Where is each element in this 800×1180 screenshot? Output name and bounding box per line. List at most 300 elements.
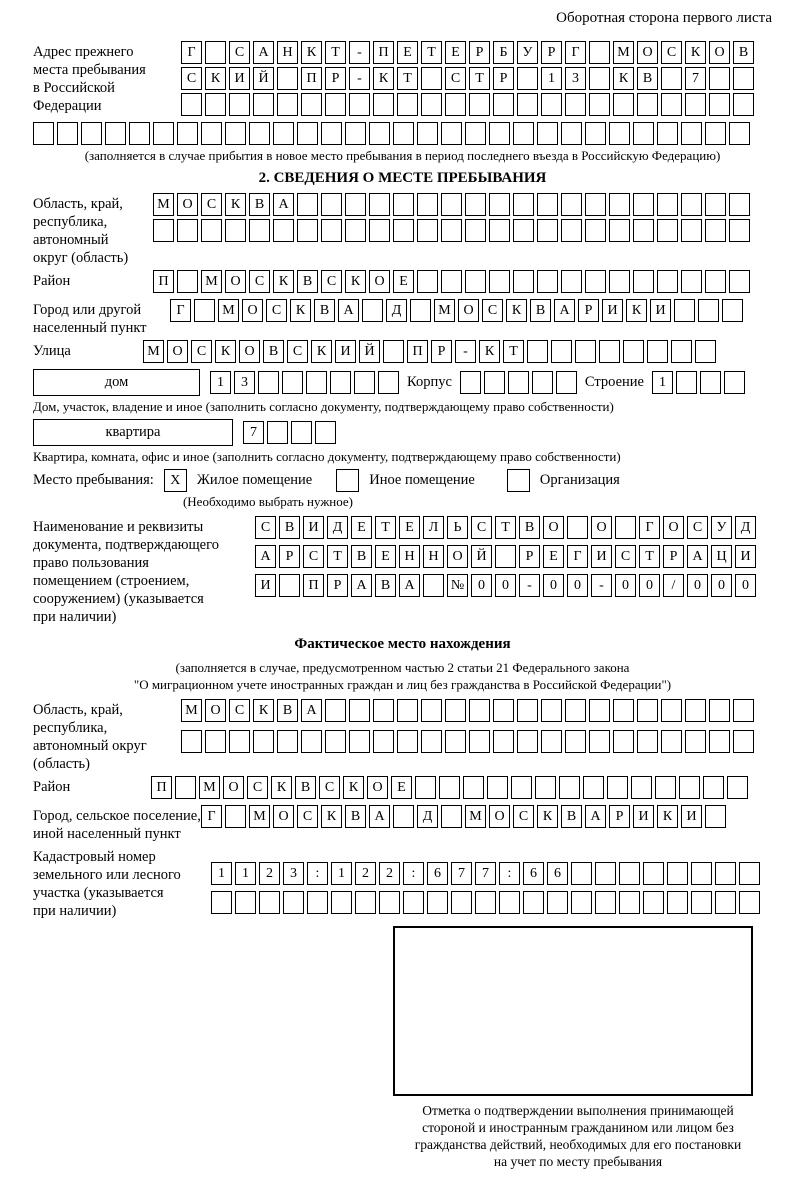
char-box[interactable]: -	[349, 67, 370, 90]
char-box[interactable]: О	[367, 776, 388, 799]
char-box[interactable]: 7	[451, 862, 472, 885]
char-box[interactable]: С	[471, 516, 492, 539]
char-box[interactable]: С	[319, 776, 340, 799]
char-box[interactable]: -	[591, 574, 612, 597]
char-box[interactable]: Т	[503, 340, 524, 363]
char-box[interactable]	[469, 699, 490, 722]
char-box[interactable]	[513, 193, 534, 216]
char-box[interactable]: О	[369, 270, 390, 293]
char-box[interactable]: 0	[735, 574, 756, 597]
char-box[interactable]	[445, 93, 466, 116]
char-box[interactable]	[445, 730, 466, 753]
char-box[interactable]: А	[255, 545, 276, 568]
char-box[interactable]	[283, 891, 304, 914]
char-box[interactable]	[410, 299, 431, 322]
char-box[interactable]	[277, 67, 298, 90]
char-box[interactable]: Т	[639, 545, 660, 568]
char-box[interactable]	[253, 93, 274, 116]
char-box[interactable]: П	[303, 574, 324, 597]
char-box[interactable]: П	[301, 67, 322, 90]
char-box[interactable]: 1	[652, 371, 673, 394]
char-box[interactable]	[565, 730, 586, 753]
char-box[interactable]: 1	[331, 862, 352, 885]
char-box[interactable]	[495, 545, 516, 568]
char-box[interactable]	[397, 699, 418, 722]
char-box[interactable]	[671, 340, 692, 363]
char-box[interactable]: Г	[170, 299, 191, 322]
char-box[interactable]: Д	[327, 516, 348, 539]
char-box[interactable]	[489, 193, 510, 216]
char-box[interactable]	[297, 219, 318, 242]
char-box[interactable]	[489, 219, 510, 242]
char-box[interactable]	[177, 219, 198, 242]
char-box[interactable]	[657, 122, 678, 145]
char-box[interactable]: О	[242, 299, 263, 322]
char-box[interactable]	[273, 219, 294, 242]
char-box[interactable]: А	[273, 193, 294, 216]
char-box[interactable]: К	[479, 340, 500, 363]
char-box[interactable]	[739, 862, 760, 885]
char-box[interactable]	[565, 699, 586, 722]
char-box[interactable]: О	[637, 41, 658, 64]
char-box[interactable]: 2	[259, 862, 280, 885]
char-box[interactable]	[225, 122, 246, 145]
char-box[interactable]: В	[530, 299, 551, 322]
char-box[interactable]: Т	[495, 516, 516, 539]
char-box[interactable]	[349, 93, 370, 116]
char-box[interactable]	[623, 340, 644, 363]
char-box[interactable]	[508, 371, 529, 394]
char-box[interactable]: Р	[609, 805, 630, 828]
char-box[interactable]: К	[343, 776, 364, 799]
char-box[interactable]	[705, 805, 726, 828]
char-box[interactable]: М	[181, 699, 202, 722]
char-box[interactable]: К	[685, 41, 706, 64]
char-box[interactable]: С	[297, 805, 318, 828]
char-box[interactable]: О	[447, 545, 468, 568]
char-box[interactable]: К	[253, 699, 274, 722]
char-box[interactable]	[613, 93, 634, 116]
char-box[interactable]: 1	[541, 67, 562, 90]
char-box[interactable]	[475, 891, 496, 914]
char-box[interactable]: У	[517, 41, 538, 64]
char-box[interactable]	[523, 891, 544, 914]
char-box[interactable]: 0	[687, 574, 708, 597]
char-box[interactable]: Й	[253, 67, 274, 90]
char-box[interactable]: Р	[431, 340, 452, 363]
char-box[interactable]: С	[255, 516, 276, 539]
char-box[interactable]	[667, 862, 688, 885]
char-box[interactable]	[175, 776, 196, 799]
char-box[interactable]: Т	[325, 41, 346, 64]
char-box[interactable]: В	[561, 805, 582, 828]
char-box[interactable]: Л	[423, 516, 444, 539]
char-box[interactable]	[258, 371, 279, 394]
char-box[interactable]: И	[650, 299, 671, 322]
char-box[interactable]: /	[663, 574, 684, 597]
char-box[interactable]	[235, 891, 256, 914]
char-box[interactable]	[325, 93, 346, 116]
char-box[interactable]	[493, 699, 514, 722]
char-box[interactable]	[282, 371, 303, 394]
char-box[interactable]	[441, 219, 462, 242]
char-box[interactable]	[201, 219, 222, 242]
char-box[interactable]	[321, 122, 342, 145]
char-box[interactable]: О	[663, 516, 684, 539]
char-box[interactable]: №	[447, 574, 468, 597]
char-box[interactable]	[691, 862, 712, 885]
char-box[interactable]: Г	[201, 805, 222, 828]
char-box[interactable]: А	[554, 299, 575, 322]
char-box[interactable]: Г	[565, 41, 586, 64]
char-box[interactable]	[421, 699, 442, 722]
char-box[interactable]	[513, 270, 534, 293]
char-box[interactable]: -	[455, 340, 476, 363]
char-box[interactable]	[589, 730, 610, 753]
char-box[interactable]	[561, 219, 582, 242]
char-box[interactable]	[681, 219, 702, 242]
char-box[interactable]: Б	[493, 41, 514, 64]
char-box[interactable]	[499, 891, 520, 914]
char-box[interactable]: 3	[283, 862, 304, 885]
char-box[interactable]	[709, 93, 730, 116]
char-box[interactable]: Р	[541, 41, 562, 64]
char-box[interactable]: В	[519, 516, 540, 539]
char-box[interactable]	[369, 193, 390, 216]
char-box[interactable]	[695, 340, 716, 363]
house-type-box[interactable]: дом	[33, 369, 200, 396]
char-box[interactable]	[657, 270, 678, 293]
char-box[interactable]	[551, 340, 572, 363]
char-box[interactable]	[307, 891, 328, 914]
char-box[interactable]	[575, 340, 596, 363]
char-box[interactable]	[681, 270, 702, 293]
char-box[interactable]	[267, 421, 288, 444]
char-box[interactable]: М	[143, 340, 164, 363]
char-box[interactable]: О	[458, 299, 479, 322]
char-box[interactable]	[129, 122, 150, 145]
char-box[interactable]: Ц	[711, 545, 732, 568]
char-box[interactable]: С	[687, 516, 708, 539]
char-box[interactable]	[291, 421, 312, 444]
char-box[interactable]: 1	[235, 862, 256, 885]
char-box[interactable]	[369, 219, 390, 242]
char-box[interactable]	[517, 93, 538, 116]
char-box[interactable]	[205, 41, 226, 64]
char-box[interactable]: В	[279, 516, 300, 539]
char-box[interactable]: А	[301, 699, 322, 722]
char-box[interactable]	[661, 67, 682, 90]
char-box[interactable]: В	[263, 340, 284, 363]
char-box[interactable]	[460, 371, 481, 394]
char-box[interactable]: К	[657, 805, 678, 828]
char-box[interactable]: М	[218, 299, 239, 322]
char-box[interactable]: -	[349, 41, 370, 64]
char-box[interactable]	[355, 891, 376, 914]
char-box[interactable]	[225, 219, 246, 242]
char-box[interactable]	[643, 891, 664, 914]
char-box[interactable]: Р	[279, 545, 300, 568]
char-box[interactable]	[661, 93, 682, 116]
char-box[interactable]: Р	[578, 299, 599, 322]
char-box[interactable]	[739, 891, 760, 914]
char-box[interactable]: О	[489, 805, 510, 828]
char-box[interactable]	[619, 891, 640, 914]
char-box[interactable]: Г	[181, 41, 202, 64]
char-box[interactable]: П	[373, 41, 394, 64]
char-box[interactable]	[633, 122, 654, 145]
char-box[interactable]: О	[223, 776, 244, 799]
char-box[interactable]	[681, 122, 702, 145]
char-box[interactable]: :	[307, 862, 328, 885]
char-box[interactable]	[369, 122, 390, 145]
char-box[interactable]	[421, 67, 442, 90]
char-box[interactable]	[345, 193, 366, 216]
char-box[interactable]: Й	[359, 340, 380, 363]
char-box[interactable]	[517, 699, 538, 722]
char-box[interactable]	[373, 730, 394, 753]
char-box[interactable]	[393, 122, 414, 145]
char-box[interactable]: К	[215, 340, 236, 363]
char-box[interactable]: О	[225, 270, 246, 293]
char-box[interactable]: О	[167, 340, 188, 363]
char-box[interactable]: П	[407, 340, 428, 363]
char-box[interactable]	[469, 730, 490, 753]
char-box[interactable]	[277, 730, 298, 753]
char-box[interactable]	[403, 891, 424, 914]
char-box[interactable]	[81, 122, 102, 145]
char-box[interactable]	[733, 699, 754, 722]
char-box[interactable]	[661, 699, 682, 722]
char-box[interactable]: В	[249, 193, 270, 216]
char-box[interactable]	[637, 93, 658, 116]
char-box[interactable]: С	[229, 699, 250, 722]
char-box[interactable]	[537, 193, 558, 216]
char-box[interactable]: И	[681, 805, 702, 828]
char-box[interactable]: А	[351, 574, 372, 597]
char-box[interactable]	[513, 219, 534, 242]
char-box[interactable]: -	[519, 574, 540, 597]
char-box[interactable]: О	[709, 41, 730, 64]
char-box[interactable]: С	[513, 805, 534, 828]
char-box[interactable]: Д	[386, 299, 407, 322]
char-box[interactable]	[667, 891, 688, 914]
char-box[interactable]	[613, 730, 634, 753]
char-box[interactable]: Р	[327, 574, 348, 597]
char-box[interactable]	[211, 891, 232, 914]
char-box[interactable]	[441, 805, 462, 828]
char-box[interactable]: С	[201, 193, 222, 216]
char-box[interactable]	[349, 699, 370, 722]
char-box[interactable]: Р	[519, 545, 540, 568]
char-box[interactable]	[181, 93, 202, 116]
char-box[interactable]: О	[205, 699, 226, 722]
char-box[interactable]	[541, 730, 562, 753]
char-box[interactable]	[354, 371, 375, 394]
char-box[interactable]	[541, 699, 562, 722]
char-box[interactable]: Е	[351, 516, 372, 539]
char-box[interactable]	[722, 299, 743, 322]
char-box[interactable]	[709, 67, 730, 90]
char-box[interactable]	[273, 122, 294, 145]
char-box[interactable]	[487, 776, 508, 799]
char-box[interactable]	[541, 93, 562, 116]
char-box[interactable]: К	[321, 805, 342, 828]
char-box[interactable]	[301, 730, 322, 753]
char-box[interactable]: Г	[639, 516, 660, 539]
char-box[interactable]	[599, 340, 620, 363]
char-box[interactable]: А	[585, 805, 606, 828]
char-box[interactable]: С	[482, 299, 503, 322]
char-box[interactable]	[493, 730, 514, 753]
char-box[interactable]: О	[543, 516, 564, 539]
char-box[interactable]: В	[314, 299, 335, 322]
char-box[interactable]	[511, 776, 532, 799]
char-box[interactable]: 2	[379, 862, 400, 885]
char-box[interactable]: С	[266, 299, 287, 322]
char-box[interactable]	[321, 219, 342, 242]
char-box[interactable]	[378, 371, 399, 394]
char-box[interactable]: В	[277, 699, 298, 722]
char-box[interactable]	[349, 730, 370, 753]
char-box[interactable]	[249, 122, 270, 145]
char-box[interactable]	[517, 67, 538, 90]
char-box[interactable]: М	[465, 805, 486, 828]
char-box[interactable]	[331, 891, 352, 914]
char-box[interactable]	[469, 93, 490, 116]
organization-checkbox[interactable]	[507, 469, 530, 492]
char-box[interactable]: Ь	[447, 516, 468, 539]
char-box[interactable]	[465, 219, 486, 242]
char-box[interactable]	[465, 193, 486, 216]
char-box[interactable]: С	[249, 270, 270, 293]
char-box[interactable]	[306, 371, 327, 394]
char-box[interactable]	[589, 67, 610, 90]
char-box[interactable]: С	[615, 545, 636, 568]
char-box[interactable]	[297, 193, 318, 216]
char-box[interactable]: М	[199, 776, 220, 799]
char-box[interactable]: С	[229, 41, 250, 64]
char-box[interactable]: Е	[391, 776, 412, 799]
char-box[interactable]	[417, 122, 438, 145]
char-box[interactable]: 0	[711, 574, 732, 597]
char-box[interactable]	[705, 270, 726, 293]
char-box[interactable]	[657, 193, 678, 216]
char-box[interactable]: 3	[565, 67, 586, 90]
char-box[interactable]: 0	[615, 574, 636, 597]
char-box[interactable]	[441, 270, 462, 293]
char-box[interactable]: Е	[375, 545, 396, 568]
char-box[interactable]	[537, 122, 558, 145]
char-box[interactable]	[463, 776, 484, 799]
char-box[interactable]	[417, 219, 438, 242]
char-box[interactable]: Е	[445, 41, 466, 64]
char-box[interactable]: Е	[543, 545, 564, 568]
char-box[interactable]: И	[591, 545, 612, 568]
char-box[interactable]	[417, 270, 438, 293]
char-box[interactable]	[633, 219, 654, 242]
char-box[interactable]: Е	[399, 516, 420, 539]
char-box[interactable]	[633, 193, 654, 216]
char-box[interactable]	[631, 776, 652, 799]
char-box[interactable]: 7	[475, 862, 496, 885]
char-box[interactable]: К	[301, 41, 322, 64]
char-box[interactable]	[325, 730, 346, 753]
char-box[interactable]	[567, 516, 588, 539]
char-box[interactable]: К	[271, 776, 292, 799]
char-box[interactable]	[679, 776, 700, 799]
char-box[interactable]	[595, 862, 616, 885]
char-box[interactable]	[362, 299, 383, 322]
char-box[interactable]	[585, 270, 606, 293]
char-box[interactable]: О	[177, 193, 198, 216]
char-box[interactable]	[647, 340, 668, 363]
char-box[interactable]	[484, 371, 505, 394]
char-box[interactable]: 0	[567, 574, 588, 597]
char-box[interactable]: :	[499, 862, 520, 885]
char-box[interactable]	[585, 193, 606, 216]
char-box[interactable]	[705, 122, 726, 145]
char-box[interactable]	[451, 891, 472, 914]
char-box[interactable]	[637, 730, 658, 753]
char-box[interactable]	[676, 371, 697, 394]
char-box[interactable]	[705, 219, 726, 242]
char-box[interactable]	[613, 699, 634, 722]
char-box[interactable]	[585, 122, 606, 145]
char-box[interactable]: 6	[523, 862, 544, 885]
char-box[interactable]: С	[303, 545, 324, 568]
char-box[interactable]: К	[537, 805, 558, 828]
char-box[interactable]: 0	[495, 574, 516, 597]
char-box[interactable]: К	[506, 299, 527, 322]
char-box[interactable]	[345, 219, 366, 242]
char-box[interactable]	[527, 340, 548, 363]
char-box[interactable]: Т	[421, 41, 442, 64]
char-box[interactable]: К	[311, 340, 332, 363]
char-box[interactable]	[373, 93, 394, 116]
char-box[interactable]	[465, 122, 486, 145]
char-box[interactable]	[397, 730, 418, 753]
char-box[interactable]	[571, 862, 592, 885]
char-box[interactable]	[441, 122, 462, 145]
char-box[interactable]	[729, 193, 750, 216]
char-box[interactable]: 0	[471, 574, 492, 597]
char-box[interactable]	[571, 891, 592, 914]
char-box[interactable]	[330, 371, 351, 394]
char-box[interactable]	[715, 862, 736, 885]
char-box[interactable]	[397, 93, 418, 116]
char-box[interactable]	[709, 730, 730, 753]
char-box[interactable]	[421, 730, 442, 753]
char-box[interactable]: Г	[567, 545, 588, 568]
char-box[interactable]: С	[181, 67, 202, 90]
char-box[interactable]: У	[711, 516, 732, 539]
char-box[interactable]	[615, 516, 636, 539]
char-box[interactable]	[441, 193, 462, 216]
char-box[interactable]: И	[633, 805, 654, 828]
char-box[interactable]: М	[613, 41, 634, 64]
char-box[interactable]: В	[637, 67, 658, 90]
char-box[interactable]	[194, 299, 215, 322]
char-box[interactable]: О	[239, 340, 260, 363]
char-box[interactable]	[705, 193, 726, 216]
char-box[interactable]: К	[225, 193, 246, 216]
char-box[interactable]: К	[205, 67, 226, 90]
char-box[interactable]	[691, 891, 712, 914]
char-box[interactable]	[277, 93, 298, 116]
char-box[interactable]	[729, 219, 750, 242]
char-box[interactable]	[729, 122, 750, 145]
